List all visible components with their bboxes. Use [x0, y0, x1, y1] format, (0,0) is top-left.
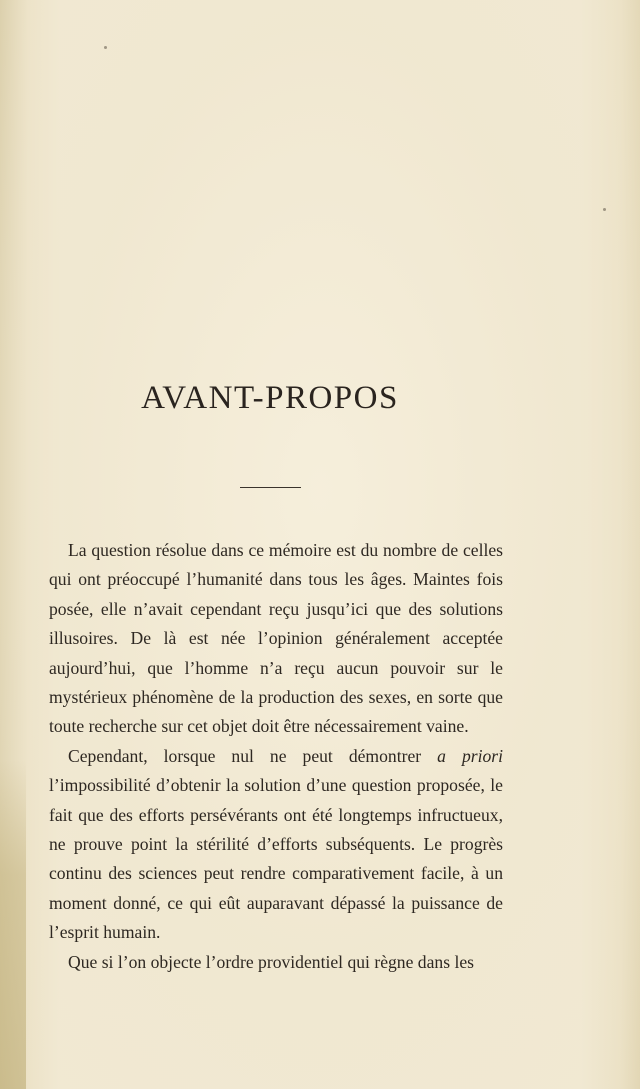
title-divider	[240, 487, 301, 488]
paper-speck	[603, 208, 606, 211]
paragraph-1: La question résolue dans ce mémoire est du nombre de celles qui ont préoccupé l’humanité dans tous les âges. Maintes fois posée, elle n’avait cependant reçu jusqu’ici que des solutions illusoires. De là est née l’opinion généralement acceptée aujourd’hui, que l’homme n’a reçu aucun pouvoir sur le mystérieux phénomène de la production des sexes, en sorte que toute recherche sur cet objet doit être nécessairement vaine.	[49, 540, 503, 737]
paragraph-2	[49, 742, 503, 948]
paragraph-2-start: Cependant, lorsque nul ne peut démontrer	[68, 745, 438, 766]
paragraph-3: Que si l’on objecte l’ordre providentiel qui règne dans les	[68, 951, 474, 972]
paper-speck	[104, 46, 107, 49]
page-stain	[0, 760, 26, 1089]
paragraph-2-italic: a priori	[437, 745, 504, 766]
body-text	[49, 536, 503, 977]
page-title: AVANT-PROPOS	[141, 380, 399, 416]
paragraph-2-end: l’impossibilité d’obtenir la solution d’une question proposée, le fait que des efforts persévérants ont été longtemps infructueux, ne prouve point la stérilité d’efforts subséquents. Le progrès continu des sciences peut rendre comparativement facile, à un moment donné, ce qui eût auparavant dépassé la puissance de l’esprit humain.	[49, 775, 503, 943]
